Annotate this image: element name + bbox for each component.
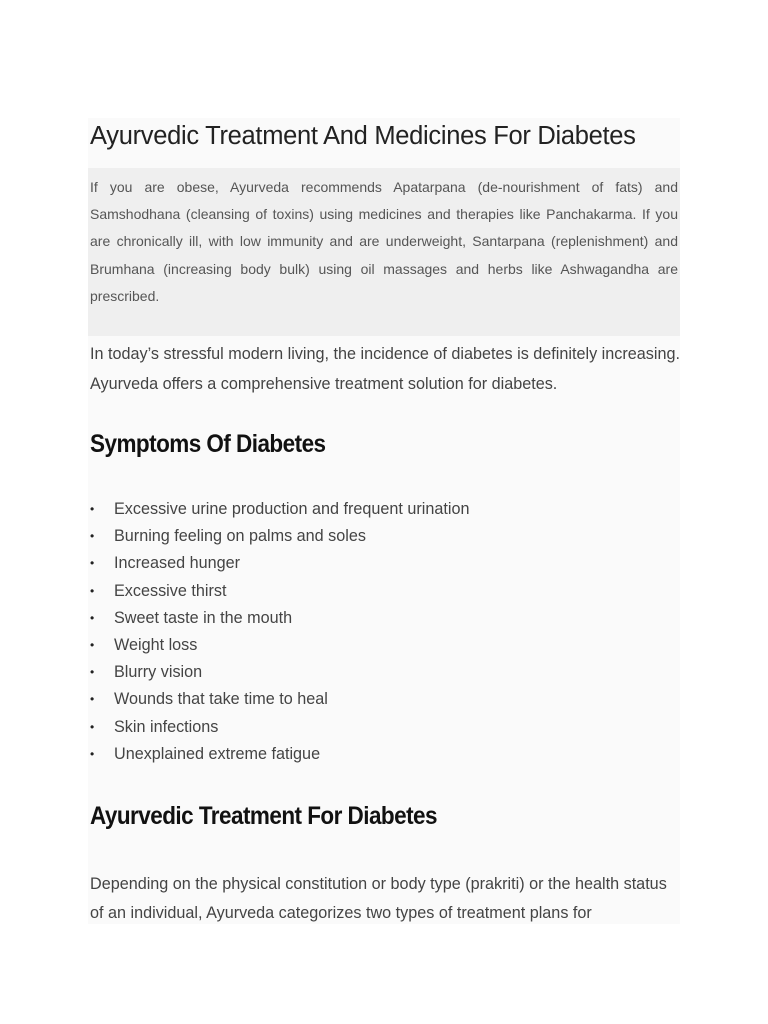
summary-text: If you are obese, Ayurveda recommends Apatarpana (de-nourishment of fats) and Samshodhana (cleansing of toxins) using medicines and therapies like Panchakarma. If you are chronically ill, with low immunity and are underweight, Santarpana (replenishment) and Brumhana (increasing body bulk) using oil massages and herbs like Ashwagandha are prescribed. xyxy=(90,179,678,304)
list-item xyxy=(88,714,678,741)
bullet-icon: • xyxy=(90,529,95,544)
intro-paragraph: In today’s stressful modern living, the incidence of diabetes is definitely increasing. Ayurveda offers a comprehensive treatment solution for diabetes. xyxy=(90,345,680,393)
list-item xyxy=(88,523,678,550)
list-item xyxy=(88,578,678,605)
bullet-icon: • xyxy=(90,719,95,734)
list-item-text: Burning feeling on palms and soles xyxy=(114,527,366,546)
list-item-text: Excessive thirst xyxy=(114,581,227,600)
summary-box xyxy=(88,168,680,336)
treatment-heading: Ayurvedic Treatment For Diabetes xyxy=(90,802,438,830)
list-item xyxy=(88,632,678,659)
list-item-text: Sweet taste in the mouth xyxy=(114,608,293,627)
treatment-paragraph: Depending on the physical constitution or body type (prakriti) or the health status of an individual, Ayurveda categorizes two types of treatment plans for xyxy=(90,875,667,922)
bullet-icon: • xyxy=(90,502,95,516)
list-item xyxy=(88,741,678,768)
list-item-text: Wounds that take time to heal xyxy=(114,690,328,709)
document-page xyxy=(88,118,680,924)
list-item-text: Unexplained extreme fatigue xyxy=(114,744,321,763)
bullet-icon: • xyxy=(90,637,95,652)
list-item xyxy=(88,659,678,686)
list-item-text: Blurry vision xyxy=(114,663,203,682)
bullet-icon: • xyxy=(90,665,95,680)
bullet-icon: • xyxy=(90,556,95,571)
list-item-text: Weight loss xyxy=(114,635,198,654)
list-item xyxy=(88,496,678,523)
list-item xyxy=(88,605,678,632)
bullet-icon: • xyxy=(90,583,95,598)
list-item-text: Increased hunger xyxy=(114,554,240,573)
article-title: Ayurvedic Treatment And Medicines For Diabetes xyxy=(90,122,636,150)
bullet-icon: • xyxy=(90,746,95,761)
list-item-text: Excessive urine production and frequent urination xyxy=(114,500,470,518)
symptoms-heading: Symptoms Of Diabetes xyxy=(90,430,326,458)
list-item-text: Skin infections xyxy=(114,717,219,736)
bullet-icon: • xyxy=(90,610,95,625)
list-item xyxy=(88,550,678,577)
symptoms-list xyxy=(88,496,678,768)
list-item xyxy=(88,686,678,713)
bullet-icon: • xyxy=(90,692,95,707)
